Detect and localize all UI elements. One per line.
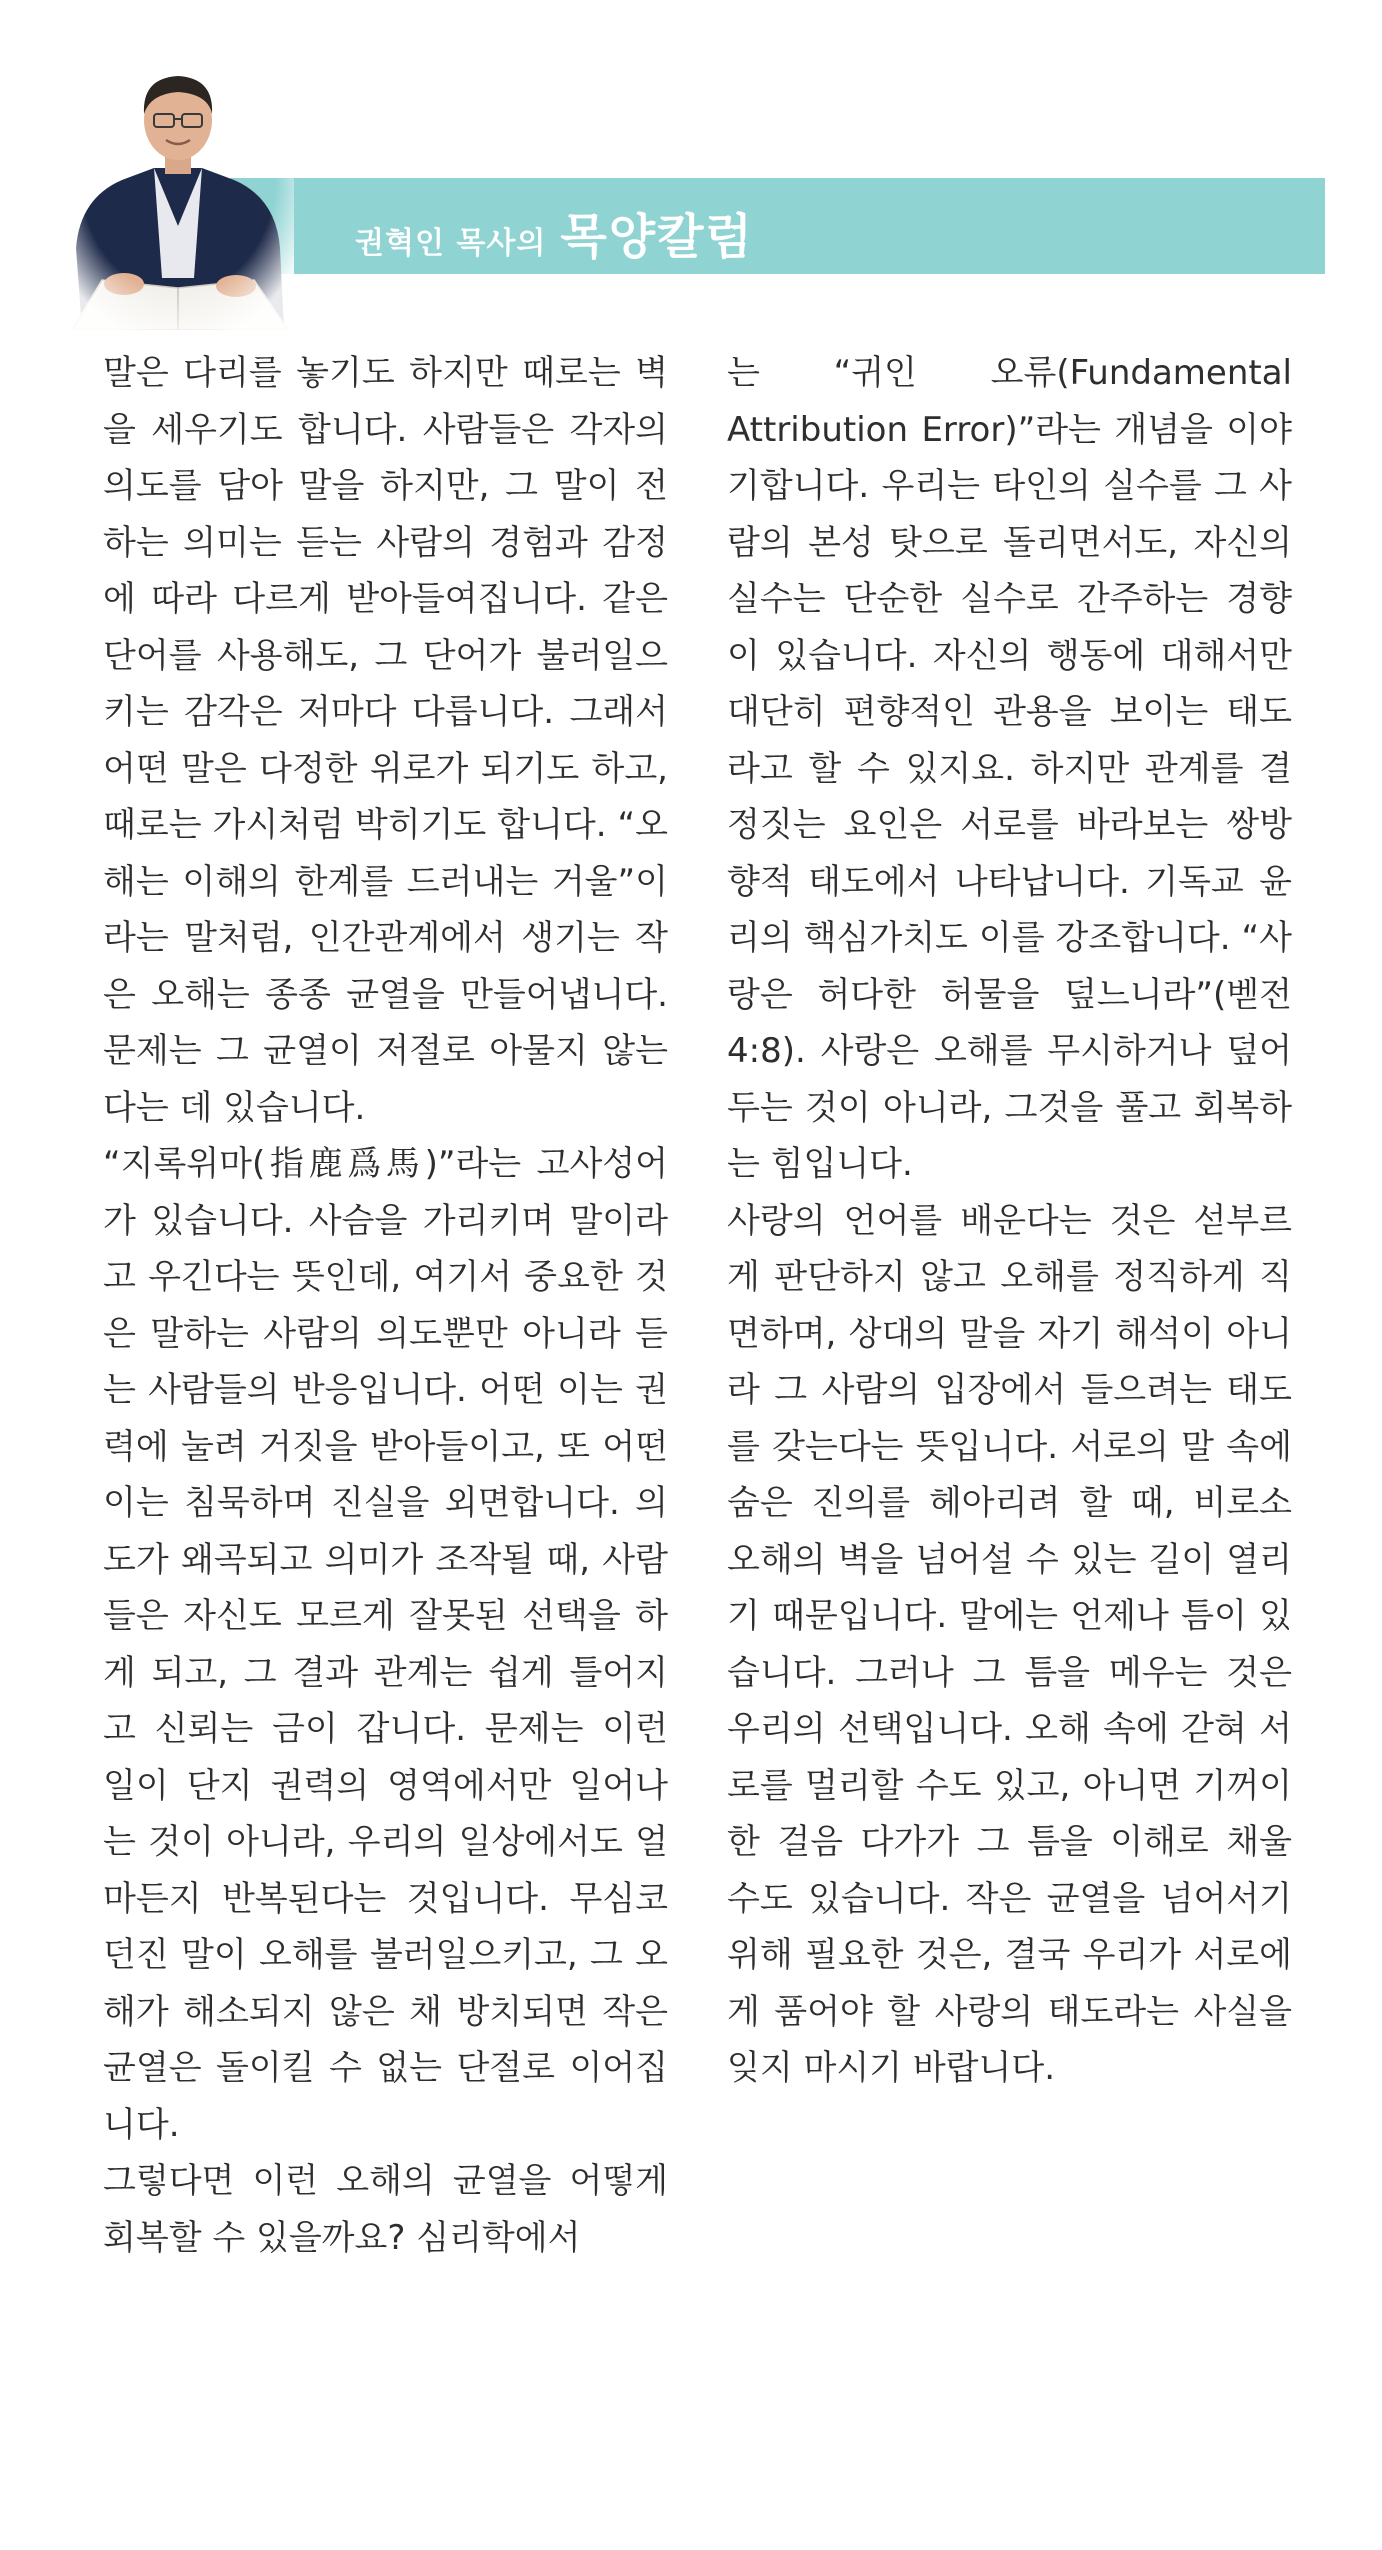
article-paragraph: 그렇다면 이런 오해의 균열을 어떻게 회복할 수 있을까요? 심리학에서 — [103, 2161, 668, 2258]
article-column-right — [727, 345, 1292, 2097]
article-column-left — [103, 345, 668, 2266]
author-photo — [62, 48, 294, 330]
column-title — [355, 198, 754, 265]
article-paragraph: 사랑의 언어를 배운다는 것은 섣부르게 판단하지 않고 오해를 정직하게 직면하며, 상대의 말을 자기 해석이 아니라 그 사람의 입장에서 들으려는 태도를 갖는다는 뜻입니다. 서로의 말 속에 숨은 진의를 헤아리려 할 때, 비로소 오해의 벽을 넘어설 수 있는 길이 열리기 때문입니다. 말에는 언제나 틈이 있습니다. 그러나 그 틈을 메우는 것은 우리의 선택입니다. 오해 속에 갇혀 서로를 멀리할 수도 있고, 아니면 기꺼이 한 걸음 다가가 그 틈을 이해로 채울 수도 있습니다. 작은 균열을 넘어서기 위해 필요한 것은, 결국 우리가 서로에게 품어야 할 사랑의 태도라는 사실을 잊지 마시기 바랍니다. — [727, 1200, 1292, 2088]
article-paragraph: 는 “귀인 오류(Fundamental Attribution Error)”라는 개념을 이야기합니다. 우리는 타인의 실수를 그 사람의 본성 탓으로 돌리면서도, 자신의 실수는 단순한 실수로 간주하는 경향이 있습니다. 자신의 행동에 대해서만 대단히 편향적인 관용을 보이는 태도라고 할 수 있지요. 하지만 관계를 결정짓는 요인은 서로를 바라보는 쌍방향적 태도에서 나타납니다. 기독교 윤리의 핵심가치도 이를 강조합니다. “사랑은 허다한 허물을 덮느니라”(벧전4:8). 사랑은 오해를 무시하거나 덮어두는 것이 아니라, 그것을 풀고 회복하는 힘입니다. — [727, 353, 1292, 1184]
column-title-main: 목양칼럼 — [560, 209, 754, 265]
column-title-author: 권혁인 목사의 — [355, 226, 547, 261]
article-paragraph: “지록위마(指鹿爲馬)”라는 고사성어가 있습니다. 사슴을 가리키며 말이라고 우긴다는 뜻인데, 여기서 중요한 것은 말하는 사람의 의도뿐만 아니라 듣는 사람들의 반응입니다. 어떤 이는 권력에 눌려 거짓을 받아들이고, 또 어떤 이는 침묵하며 진실을 외면합니다. 의도가 왜곡되고 의미가 조작될 때, 사람들은 자신도 모르게 잘못된 선택을 하게 되고, 그 결과 관계는 쉽게 틀어지고 신뢰는 금이 갑니다. 문제는 이런 일이 단지 권력의 영역에서만 일어나는 것이 아니라, 우리의 일상에서도 얼마든지 반복된다는 것입니다. 무심코 던진 말이 오해를 불러일으키고, 그 오해가 해소되지 않은 채 방치되면 작은 균열은 돌이킬 수 없는 단절로 이어집니다. — [103, 1144, 668, 2145]
article-paragraph: 말은 다리를 놓기도 하지만 때로는 벽을 세우기도 합니다. 사람들은 각자의 의도를 담아 말을 하지만, 그 말이 전하는 의미는 듣는 사람의 경험과 감정에 따라 다르게 받아들여집니다. 같은 단어를 사용해도, 그 단어가 불러일으키는 감각은 저마다 다릅니다. 그래서 어떤 말은 다정한 위로가 되기도 하고, 때로는 가시처럼 박히기도 합니다. “오해는 이해의 한계를 드러내는 거울”이라는 말처럼, 인간관계에서 생기는 작은 오해는 종종 균열을 만들어냅니다. 문제는 그 균열이 저절로 아물지 않는다는 데 있습니다. — [103, 353, 668, 1128]
